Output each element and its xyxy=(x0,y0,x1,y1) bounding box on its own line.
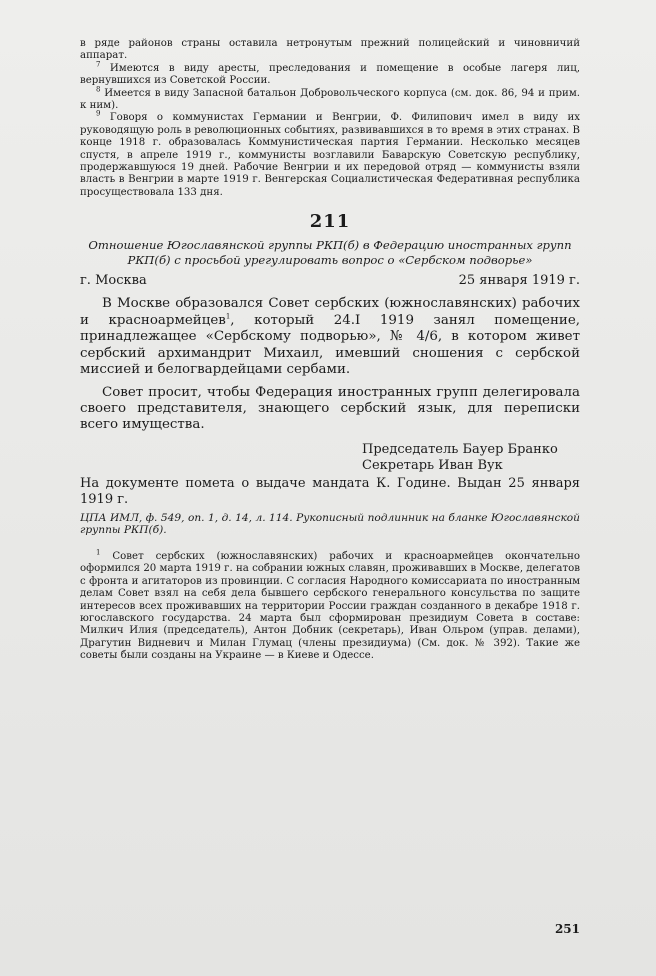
paragraph-text: , который 24.I 1919 занял помещение, принадлежащее «Сербскому подворью», № 4/6, в котором живет сербский архимандрит Михаил, имевший сношения с сербской миссией и белогвардейцами сербами. xyxy=(80,312,580,378)
body-paragraph-1 xyxy=(80,296,580,378)
place-date-line xyxy=(80,273,580,288)
document-footnote-1 xyxy=(80,548,581,663)
document-title: Отношение Югославянской группы РКП(б) в Федерацию иностранных групп РКП(б) с просьбой урегулировать вопрос о «Сербском подворье» xyxy=(88,238,572,267)
footnote-text: Совет сербских (южнославянских) рабочих и красноармейцев окончательно оформился 20 марта 1919 г. на собрании южных славян, проживавших в Москве, делегатов с фронта и агитаторов из провинции. С согласия Народного комиссариата по иностранным делам Совет взял на себя дела бывшего сербского генерального консульства по защите интересов всех проживавших на территории России граждан созданного в декабре 1918 г. югославского государства. 24 марта был сформирован президиум Совета в составе: Милкич Илия (председатель), Антон Добник (секретарь), Иван Ольром (управ. делами), Драгутин Видневич и Милан Глумац (члены президиума) (См. док. № 392). Такие же советы были созданы на Украине — в Киеве и Одессе. xyxy=(80,550,581,662)
signature-chairman: Председатель Бауер Бранко xyxy=(362,441,558,457)
footnote-marker: 9 xyxy=(96,110,101,119)
document-mark-note: На документе помета о выдаче мандата К. Године. Выдан 25 января 1919 г. xyxy=(80,475,580,507)
document-place: г. Москва xyxy=(80,273,147,289)
footnote-8 xyxy=(80,85,580,113)
signature-secretary: Секретарь Иван Вук xyxy=(362,457,503,473)
footnote-7 xyxy=(80,60,580,88)
footnote-marker: 8 xyxy=(96,85,101,94)
footnote-text: Имеются в виду аресты, преследования и помещение в особые лагеря лиц, вернувшихся из Советской России. xyxy=(80,62,580,87)
footnote-continuation: в ряде районов страны оставила нетронутым прежний полицейский и чиновничий аппарат. xyxy=(80,38,580,62)
document-date: 25 января 1919 г. xyxy=(458,273,580,289)
signature-block xyxy=(80,442,580,474)
footnote-text: Имеется в виду Запасной батальон Добровольческого корпуса (см. док. 86, 94 и прим. к ним). xyxy=(80,87,580,112)
footnote-text: Говоря о коммунистах Германии и Венгрии, Ф. Филипович имел в виду их руководящую роль в революционных событиях, развивавшихся в то время в этих странах. В конце 1918 г. образовалась Коммунистическая партия Германии. Несколько месяцев спустя, в апреле 1919 г., коммунисты возглавили Баварскую Советскую республику, продержавшуюся 19 дней. Рабочие Венгрии и их передовой отряд — коммунисты взяли власть в Венгрии в марте 1919 г. Венгерская Социалистическая Федеративная республика просуществовала 133 дня. xyxy=(80,112,580,198)
body-paragraph-2: Совет просит, чтобы Федерация иностранных групп делегировала своего представителя, знающего сербский язык, для переписки всего имущества. xyxy=(80,384,580,433)
document-number: 211 xyxy=(309,211,351,233)
archive-reference: ЦПА ИМЛ, ф. 549, оп. 1, д. 14, л. 114. Рукописный подлинник на бланке Югославянской группы РКП(б). xyxy=(80,511,580,537)
footnote-reference: 1 xyxy=(225,312,231,321)
page-number: 251 xyxy=(554,922,580,936)
footnote-marker: 1 xyxy=(96,548,101,557)
top-footnotes xyxy=(80,38,580,199)
footnote-marker: 7 xyxy=(96,60,101,69)
paragraph-text: В Москве образовался Совет сербских (южнославянских) рабочих и красноармейцев xyxy=(80,296,580,328)
document-body xyxy=(80,296,580,433)
footnote-9 xyxy=(80,112,580,199)
